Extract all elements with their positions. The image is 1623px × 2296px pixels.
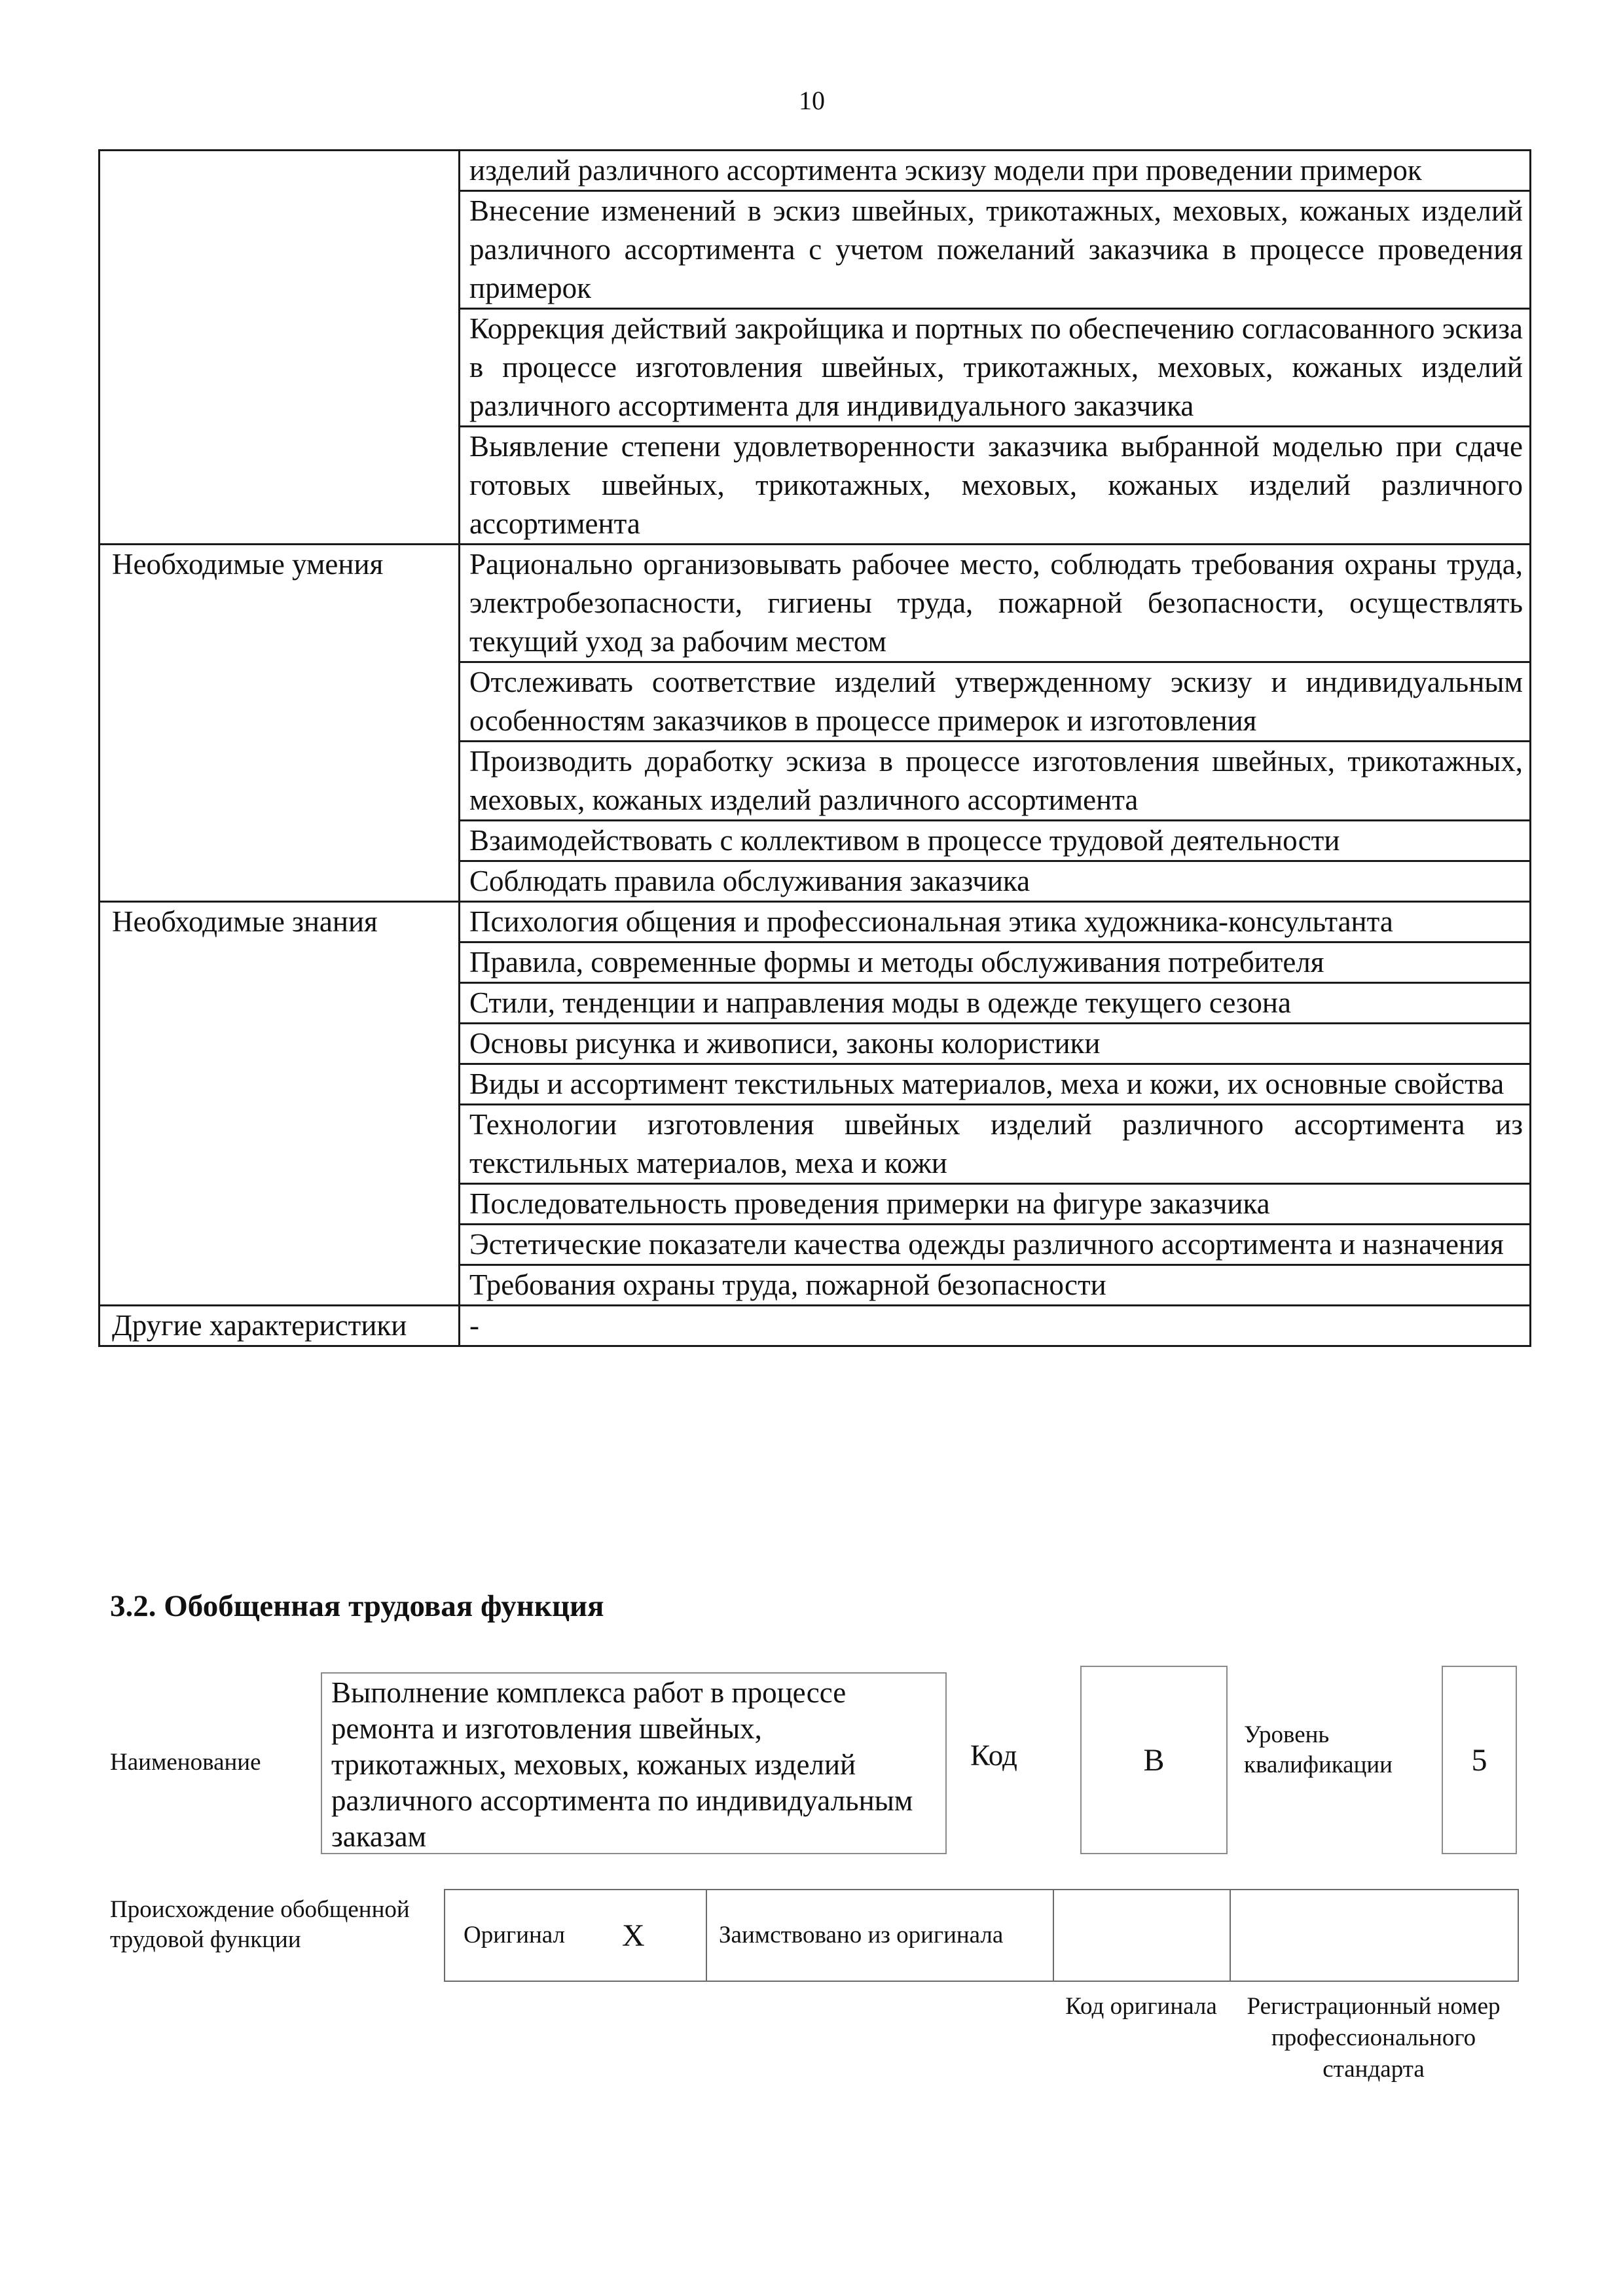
row-text: Виды и ассортимент текстильных материалов, меха и кожи, их основные свойства [469,1067,1504,1100]
table-row [100,1306,1531,1346]
borrowed-cell [706,1890,1053,1981]
row-text-cell [460,902,1531,942]
row-label-cell [100,545,460,902]
row-text-cell [460,742,1531,821]
original-code-cell [1053,1890,1230,1981]
table-row [100,545,1531,662]
row-text: Требования охраны труда, пожарной безопасности [469,1268,1106,1301]
row-text: изделий различного ассортимента эскизу модели при проведении примерок [469,154,1422,187]
original-label: Оригинал [464,1922,566,1948]
function-name-field [321,1672,947,1854]
row-text: Отслеживать соответствие изделий утвержденному эскизу и индивидуальным особенностям заказчиков в процессе примерок и изготовления [469,666,1523,737]
competency-table [98,149,1531,1347]
row-text: Стили, тенденции и направления моды в одежде текущего сезона [469,986,1291,1019]
row-label: Необходимые знания [112,905,378,938]
row-text: Эстетические показатели качества одежды различного ассортимента и назначения [469,1228,1504,1261]
row-label: Другие характеристики [112,1309,407,1342]
row-label-cell [100,1306,460,1346]
qualification-level-value: 5 [1471,1742,1487,1778]
row-text-cell [460,983,1531,1024]
row-text-cell [460,1024,1531,1064]
section-heading: 3.2. Обобщенная трудовая функция [110,1589,604,1623]
row-text: Взаимодействовать с коллективом в процессе трудовой деятельности [469,824,1340,857]
code-field [1080,1666,1228,1854]
code-label: Код [970,1739,1017,1772]
row-label-cell [100,902,460,1306]
row-text-cell [460,821,1531,861]
row-text-cell [460,662,1531,742]
original-mark-cell [621,1890,706,1981]
row-text-cell [460,1265,1531,1306]
row-text: Психология общения и профессиональная этика художника-консультанта [469,905,1393,938]
row-label-cell [100,151,460,545]
row-text-cell [460,309,1531,427]
row-text-cell [460,151,1531,191]
qualification-level-label: Уровень квалификации [1244,1721,1393,1778]
row-text: Правила, современные формы и методы обслуживания потребителя [469,946,1324,978]
row-text-cell [460,1105,1531,1184]
function-name-value: Выполнение комплекса работ в процессе ремонта и изготовления швейных, трикотажных, меховых, кожаных изделий различного ассортимента по индивидуальным заказам [331,1676,913,1853]
qualification-level-field [1442,1666,1517,1854]
original-code-caption: Код оригинала [1065,1993,1217,2020]
row-text: Технологии изготовления швейных изделий различного ассортимента из текстильных материалов, меха и кожи [469,1108,1523,1179]
name-label: Наименование [110,1749,261,1776]
row-text-cell [460,427,1531,545]
row-text: Коррекция действий закройщика и портных по обеспечению согласованного эскиза в процессе изготовления швейных, трикотажных, меховых, кожаных изделий различного ассортимента для индивидуального заказчика [469,312,1523,422]
row-text: Соблюдать правила обслуживания заказчика [469,865,1030,897]
row-text: Рационально организовывать рабочее место, соблюдать требования охраны труда, электробезопасности, гигиены труда, пожарной безопасности, осуществлять текущий уход за рабочим местом [469,548,1523,658]
row-text: Выявление степени удовлетворенности заказчика выбранной моделью при сдаче готовых швейных, трикотажных, меховых, кожаных изделий различного ассортимента [469,430,1523,540]
row-text: - [469,1309,479,1342]
borrowed-label: Заимствовано из оригинала [719,1922,1004,1948]
row-text-cell [460,1306,1531,1346]
row-text-cell [460,545,1531,662]
original-cell [445,1890,621,1981]
page-number: 10 [799,86,825,115]
row-text-cell [460,1064,1531,1105]
origin-label: Происхождение обобщенной трудовой функции [110,1896,410,1953]
code-value: В [1143,1742,1165,1778]
row-text: Внесение изменений в эскиз швейных, трикотажных, меховых, кожаных изделий различного ассортимента с учетом пожеланий заказчика в процессе проведения примерок [469,194,1523,304]
origin-table [444,1889,1519,1982]
table-row [100,151,1531,191]
row-text-cell [460,942,1531,983]
row-text: Производить доработку эскиза в процессе изготовления швейных, трикотажных, меховых, кожаных изделий различного ассортимента [469,745,1523,816]
original-mark: Х [622,1918,645,1953]
row-text: Основы рисунка и живописи, законы колористики [469,1027,1101,1060]
row-text-cell [460,1184,1531,1225]
row-text-cell [460,1225,1531,1265]
origin-row [445,1890,1518,1981]
row-text-cell [460,861,1531,902]
registration-number-caption: Регистрационный номер профессионального стандарта [1247,1993,1501,2083]
registration-number-cell [1230,1890,1518,1981]
row-text: Последовательность проведения примерки на фигуре заказчика [469,1187,1270,1220]
row-label: Необходимые умения [112,548,384,581]
table-row [100,902,1531,942]
row-text-cell [460,191,1531,309]
